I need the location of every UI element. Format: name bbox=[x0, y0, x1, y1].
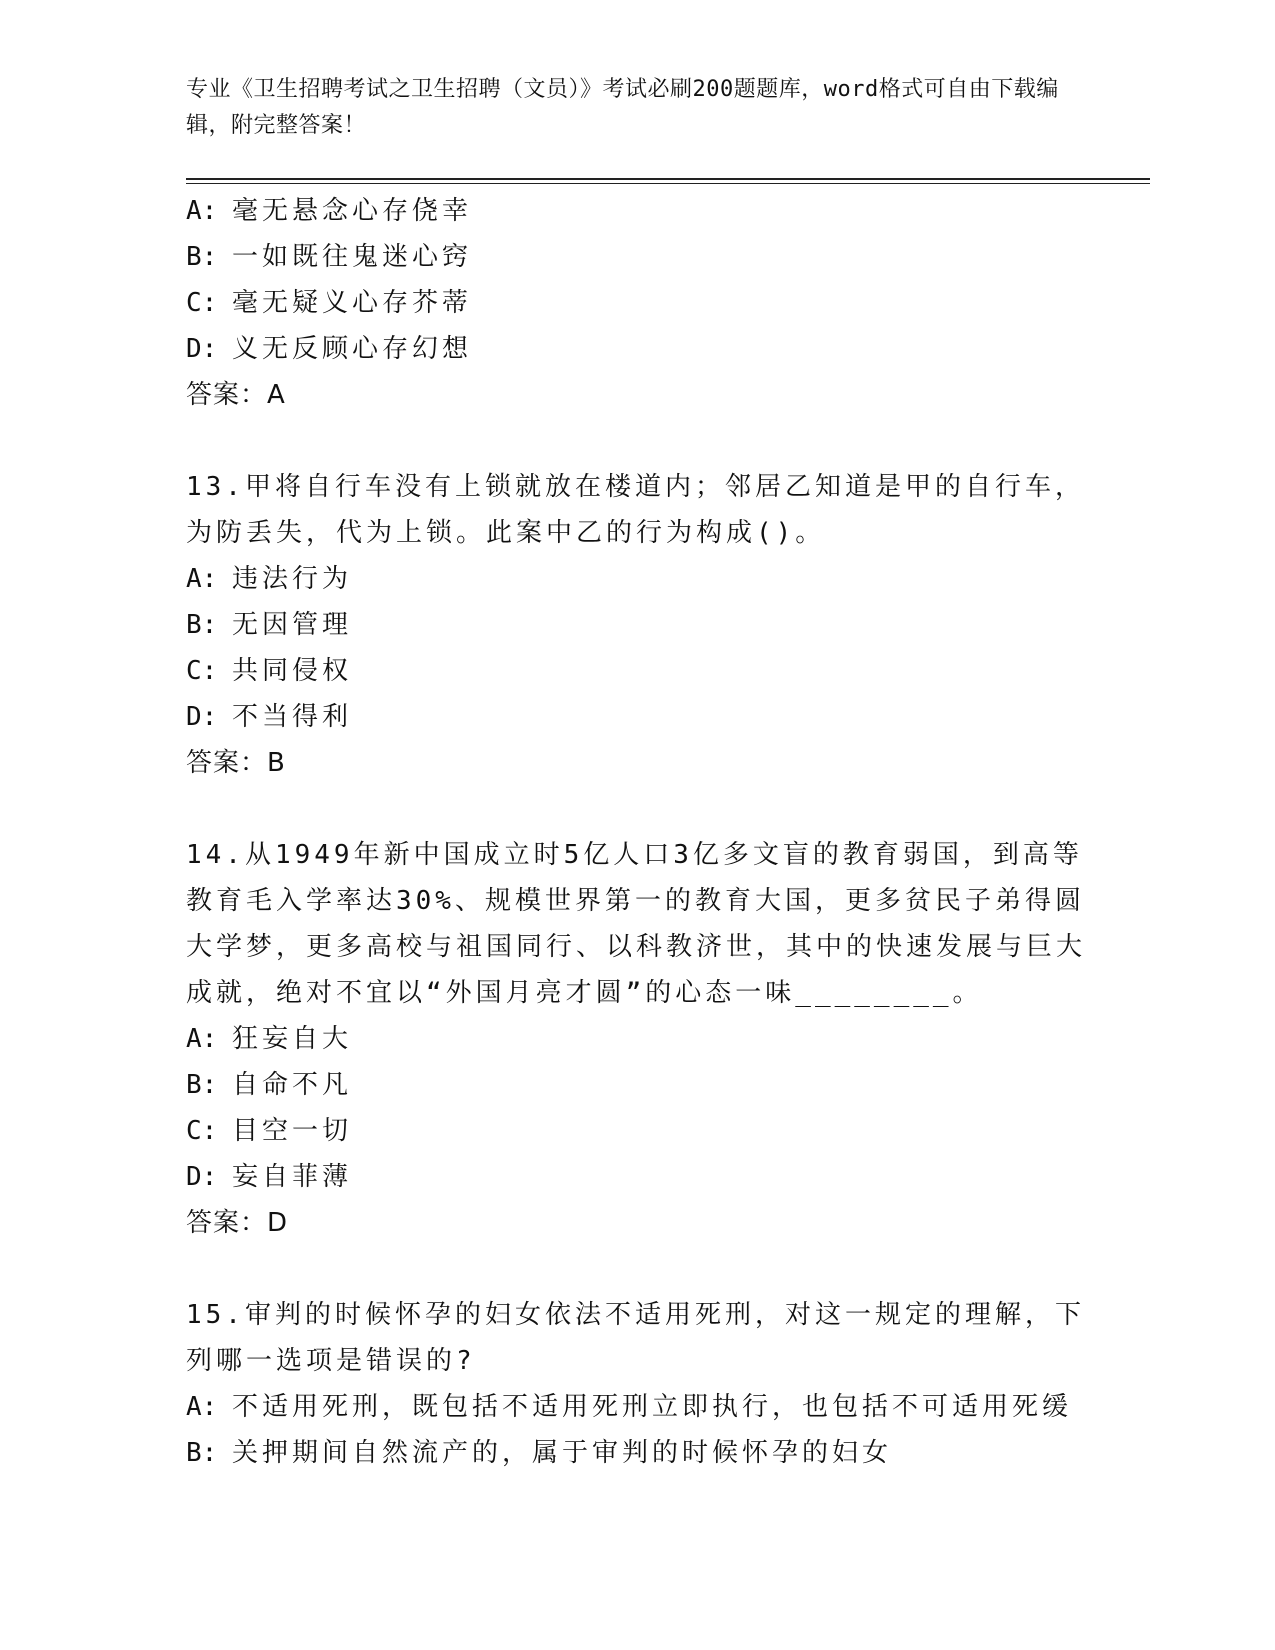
option-letter: A: bbox=[186, 564, 218, 594]
option-text: 不适用死刑，既包括不适用死刑立即执行，也包括不可适用死缓 bbox=[232, 1392, 1073, 1422]
answer-line: 答案：A bbox=[186, 380, 286, 410]
question-fragment bbox=[186, 188, 1086, 418]
option-text: 义无反顾心存幻想 bbox=[232, 334, 473, 364]
document-header bbox=[186, 72, 1066, 144]
option-letter: C: bbox=[186, 1116, 218, 1146]
option-a bbox=[186, 1016, 1086, 1062]
question-15 bbox=[186, 1292, 1086, 1476]
option-text: 目空一切 bbox=[232, 1116, 353, 1146]
option-text: 自命不凡 bbox=[232, 1070, 353, 1100]
question-text: 13.甲将自行车没有上锁就放在楼道内；邻居乙知道是甲的自行车，为防丢失，代为上锁。此案中乙的行为构成()。 bbox=[186, 472, 1085, 548]
option-letter: C: bbox=[186, 656, 218, 686]
option-text: 关押期间自然流产的，属于审判的时候怀孕的妇女 bbox=[232, 1438, 893, 1468]
option-letter: C: bbox=[186, 288, 218, 318]
option-a bbox=[186, 556, 1086, 602]
option-letter: D: bbox=[186, 1162, 218, 1192]
option-b bbox=[186, 602, 1086, 648]
option-d bbox=[186, 326, 1086, 372]
option-text: 不当得利 bbox=[232, 702, 353, 732]
option-letter: B: bbox=[186, 1438, 218, 1468]
option-text: 妄自菲薄 bbox=[232, 1162, 353, 1192]
header-rule-thin bbox=[186, 183, 1150, 184]
question-13 bbox=[186, 464, 1086, 786]
option-text: 一如既往鬼迷心窍 bbox=[232, 242, 473, 272]
answer-line: 答案：D bbox=[186, 1208, 289, 1238]
option-c bbox=[186, 648, 1086, 694]
question-list bbox=[186, 188, 1086, 1476]
option-letter: B: bbox=[186, 1070, 218, 1100]
question-text: 15.审判的时候怀孕的妇女依法不适用死刑，对这一规定的理解，下列哪一选项是错误的? bbox=[186, 1300, 1085, 1376]
option-b bbox=[186, 1430, 1086, 1476]
option-c bbox=[186, 280, 1086, 326]
question-14 bbox=[186, 832, 1086, 1246]
option-d bbox=[186, 1154, 1086, 1200]
option-d bbox=[186, 694, 1086, 740]
header-text: 专业《卫生招聘考试之卫生招聘（文员）》考试必刷200题题库，word格式可自由下载编辑，附完整答案！ bbox=[186, 77, 1059, 138]
option-text: 毫无疑义心存芥蒂 bbox=[232, 288, 473, 318]
option-letter: B: bbox=[186, 610, 218, 640]
option-letter: D: bbox=[186, 334, 218, 364]
option-letter: A: bbox=[186, 1392, 218, 1422]
option-text: 无因管理 bbox=[232, 610, 353, 640]
option-b bbox=[186, 1062, 1086, 1108]
option-letter: B: bbox=[186, 242, 218, 272]
option-letter: A: bbox=[186, 1024, 218, 1054]
option-text: 毫无悬念心存侥幸 bbox=[232, 196, 473, 226]
option-text: 违法行为 bbox=[232, 564, 353, 594]
option-text: 狂妄自大 bbox=[232, 1024, 353, 1054]
option-c bbox=[186, 1108, 1086, 1154]
option-a bbox=[186, 1384, 1086, 1430]
answer-line: 答案：B bbox=[186, 748, 286, 778]
option-b bbox=[186, 234, 1086, 280]
header-rule-thick bbox=[186, 178, 1150, 180]
option-text: 共同侵权 bbox=[232, 656, 353, 686]
option-letter: D: bbox=[186, 702, 218, 732]
option-letter: A: bbox=[186, 196, 218, 226]
option-a bbox=[186, 188, 1086, 234]
question-text: 14.从1949年新中国成立时5亿人口3亿多文盲的教育弱国，到高等教育毛入学率达30%、规模世界第一的教育大国，更多贫民子弟得圆大学梦，更多高校与祖国同行、以科教济世，其中的快速发展与巨大成就，绝对不宜以“外国月亮才圆”的心态一味________。 bbox=[186, 840, 1087, 1008]
